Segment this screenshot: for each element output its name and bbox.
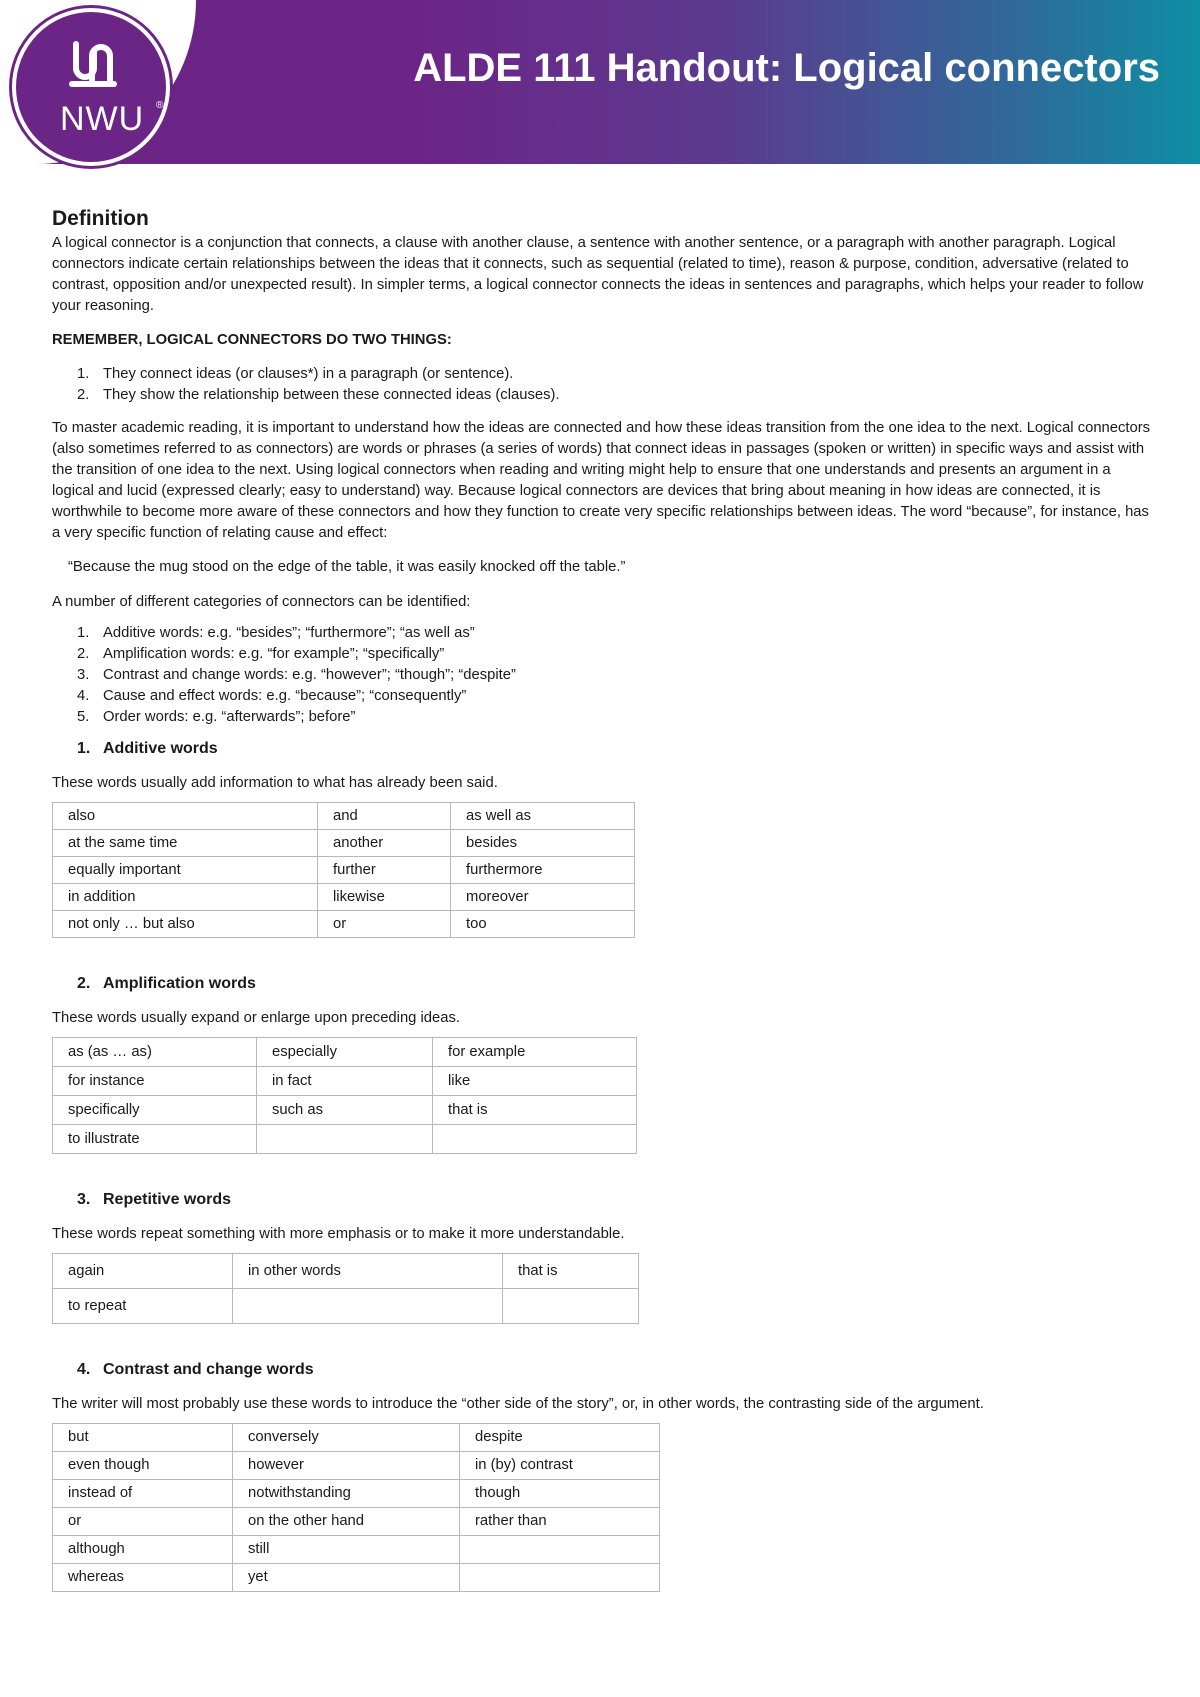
table-cell: besides <box>451 830 635 857</box>
table-cell: also <box>53 803 318 830</box>
table-row <box>53 1424 660 1452</box>
table-cell: on the other hand <box>233 1508 460 1536</box>
definition-paragraph: A logical connector is a conjunction that connects, a clause with another clause, a sentence with another sentence, or a paragraph with another paragraph. Logical connectors indicate certain relationships between the ideas that it connects, such as sequential (related to time), reason & purpose, condition, adversative (related to contrast, opposition and/or unexpected result). In simpler terms, a logical connector connects the ideas in sentences and paragraphs, which helps your reader to follow your reasoning. <box>52 235 1144 314</box>
table-cell: at the same time <box>53 830 318 857</box>
table-row <box>53 1254 639 1289</box>
table-cell: likewise <box>318 884 451 911</box>
header-banner <box>0 0 1200 164</box>
section-title: Repetitive words <box>103 1191 232 1208</box>
table-cell: however <box>233 1452 460 1480</box>
example-quote: “Because the mug stood on the edge of the table, it was easily knocked off the table.” <box>68 559 626 575</box>
table-row <box>53 1508 660 1536</box>
table-cell: too <box>451 911 635 938</box>
table-cell: again <box>53 1254 233 1289</box>
table-cell: to illustrate <box>53 1125 257 1154</box>
section-title: Additive words <box>103 740 218 757</box>
table-row <box>53 830 635 857</box>
table-row <box>53 803 635 830</box>
section-number: 4. <box>77 1361 91 1378</box>
table-cell: as well as <box>451 803 635 830</box>
mastery-paragraph: To master academic reading, it is important to understand how the ideas are connected and how these ideas transition from the one idea to the next. Logical connectors (also sometimes referred to as connectors) are words or phrases (a series of words) that connect ideas in passages (spoken or written) in specific ways and assist with the transition of one idea to the next. Using logical connectors when reading and writing might help to ensure that one understands and presents an argument in a logical and lucid (expressed clearly; easy to understand) way. Because logical connectors are devices that bring about meaning in how ideas are connected, it is worthwhile to become more aware of these connectors and how they function to create very specific relationships between ideas. The word “because”, for instance, has a very specific function of relating cause and effect: <box>52 420 1151 541</box>
definition-heading: Definition <box>52 207 149 230</box>
section-heading <box>52 1359 1152 1380</box>
list-item <box>52 385 1152 406</box>
table-row <box>53 1564 660 1592</box>
table-cell: such as <box>257 1096 433 1125</box>
list-text: Additive words: e.g. “besides”; “furthermore”; “as well as” <box>103 625 475 641</box>
table-cell: another <box>318 830 451 857</box>
connector-table <box>52 1037 637 1154</box>
list-text: Contrast and change words: e.g. “however”; “though”; “despite” <box>103 667 516 683</box>
categories-intro: A number of different categories of connectors can be identified: <box>52 594 471 610</box>
list-text: Amplification words: e.g. “for example”; “specifically” <box>103 646 445 662</box>
table-cell: in addition <box>53 884 318 911</box>
connector-table <box>52 1253 639 1324</box>
list-item <box>52 623 1152 644</box>
table-cell: even though <box>53 1452 233 1480</box>
table-row <box>53 1480 660 1508</box>
table-cell <box>233 1289 503 1324</box>
table-cell: especially <box>257 1038 433 1067</box>
section-intro: The writer will most probably use these words to introduce the “other side of the story”, or, in other words, the contrasting side of the argument. <box>52 1396 984 1412</box>
table-cell: that is <box>433 1096 637 1125</box>
categories-list <box>52 623 1152 728</box>
table-cell <box>460 1564 660 1592</box>
table-cell: notwithstanding <box>233 1480 460 1508</box>
connector-table <box>52 1423 660 1592</box>
table-cell: further <box>318 857 451 884</box>
table-cell: for instance <box>53 1067 257 1096</box>
table-row <box>53 1452 660 1480</box>
list-text: They connect ideas (or clauses*) in a paragraph (or sentence). <box>103 366 514 382</box>
list-number: 3. <box>77 667 90 683</box>
table-cell <box>503 1289 639 1324</box>
list-item <box>52 665 1152 686</box>
table-cell: to repeat <box>53 1289 233 1324</box>
table-cell: but <box>53 1424 233 1452</box>
table-cell <box>433 1125 637 1154</box>
section-intro: These words usually expand or enlarge upon preceding ideas. <box>52 1010 460 1026</box>
section-intro: These words usually add information to what has already been said. <box>52 775 498 791</box>
table-cell <box>460 1536 660 1564</box>
table-row <box>53 1038 637 1067</box>
two-things-list <box>52 364 1152 406</box>
table-cell: specifically <box>53 1096 257 1125</box>
table-cell: conversely <box>233 1424 460 1452</box>
table-cell: or <box>318 911 451 938</box>
section-number: 1. <box>77 740 91 757</box>
table-cell: in other words <box>233 1254 503 1289</box>
table-cell: for example <box>433 1038 637 1067</box>
section-number: 2. <box>77 975 91 992</box>
table-cell: moreover <box>451 884 635 911</box>
table-cell: still <box>233 1536 460 1564</box>
section-heading <box>52 1189 1152 1210</box>
table-cell: despite <box>460 1424 660 1452</box>
section-title: Contrast and change words <box>103 1361 314 1378</box>
page-title: ALDE 111 Handout: Logical connectors <box>413 46 1160 90</box>
connector-sections <box>52 738 1152 1592</box>
list-number: 5. <box>77 709 90 725</box>
table-row <box>53 1096 637 1125</box>
list-number: 4. <box>77 688 90 704</box>
table-row <box>53 1067 637 1096</box>
remember-heading: REMEMBER, LOGICAL CONNECTORS DO TWO THINGS: <box>52 332 452 348</box>
document-body <box>52 208 1152 1627</box>
table-cell: instead of <box>53 1480 233 1508</box>
list-item <box>52 707 1152 728</box>
list-text: Order words: e.g. “afterwards”; before” <box>103 709 356 725</box>
table-cell: or <box>53 1508 233 1536</box>
list-item <box>52 364 1152 385</box>
table-cell: in fact <box>257 1067 433 1096</box>
table-cell: and <box>318 803 451 830</box>
table-cell: although <box>53 1536 233 1564</box>
table-row <box>53 1125 637 1154</box>
list-text: Cause and effect words: e.g. “because”; “consequently” <box>103 688 467 704</box>
connector-table <box>52 802 635 938</box>
table-cell: not only … but also <box>53 911 318 938</box>
table-row <box>53 1536 660 1564</box>
section-title: Amplification words <box>103 975 256 992</box>
logo-text: NWU <box>60 100 145 138</box>
list-item <box>52 686 1152 707</box>
table-cell: like <box>433 1067 637 1096</box>
table-row <box>53 857 635 884</box>
table-cell: as (as … as) <box>53 1038 257 1067</box>
section-number: 3. <box>77 1191 91 1208</box>
list-text: They show the relationship between these connected ideas (clauses). <box>103 387 560 403</box>
list-number: 2. <box>77 646 90 662</box>
table-row <box>53 1289 639 1324</box>
registered-mark: ® <box>156 100 164 111</box>
table-cell: yet <box>233 1564 460 1592</box>
table-row <box>53 884 635 911</box>
table-cell: whereas <box>53 1564 233 1592</box>
table-cell: equally important <box>53 857 318 884</box>
list-number: 1. <box>77 366 90 382</box>
table-row <box>53 911 635 938</box>
table-cell: in (by) contrast <box>460 1452 660 1480</box>
list-number: 1. <box>77 625 90 641</box>
section-heading <box>52 973 1152 994</box>
table-cell: rather than <box>460 1508 660 1536</box>
list-item <box>52 644 1152 665</box>
section-heading <box>52 738 1152 759</box>
table-cell: though <box>460 1480 660 1508</box>
table-cell: furthermore <box>451 857 635 884</box>
nwu-emblem-icon <box>68 40 118 90</box>
table-cell <box>257 1125 433 1154</box>
list-number: 2. <box>77 387 90 403</box>
nwu-logo <box>12 8 170 166</box>
section-intro: These words repeat something with more emphasis or to make it more understandable. <box>52 1226 625 1242</box>
table-cell: that is <box>503 1254 639 1289</box>
